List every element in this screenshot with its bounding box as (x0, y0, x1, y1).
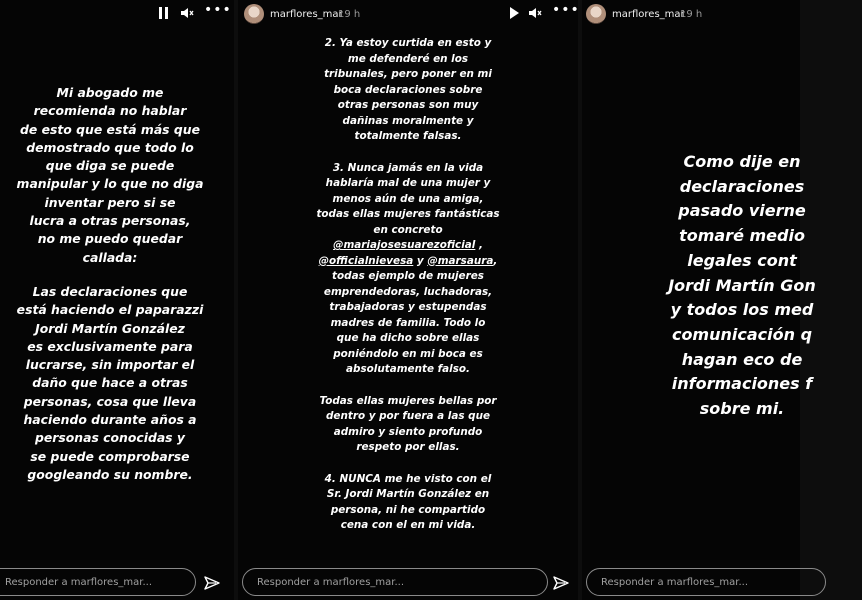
story-line: me defenderé en los (347, 52, 469, 65)
story-line: 3. Nunca jamás en la vida (332, 161, 484, 174)
story-line: Todas ellas mujeres bellas por (319, 394, 497, 407)
story-line: 2. Ya estoy curtida en esto y (324, 37, 492, 49)
story-line: no me puedo quedar (37, 231, 183, 247)
play-icon[interactable] (508, 6, 520, 23)
story-line: Mi abogado me (56, 85, 164, 100)
line-gap (308, 145, 508, 161)
story-line: menos aún de una amiga, (332, 192, 484, 205)
story-line: declaraciones (679, 176, 805, 196)
story-header (0, 0, 234, 32)
reply-field[interactable] (586, 568, 826, 596)
story-header (238, 0, 578, 32)
story-panel-1[interactable] (0, 0, 234, 600)
username[interactable]: marflores_mar (612, 9, 685, 20)
line-gap (308, 378, 508, 394)
story-line: sobre mi. (699, 399, 785, 419)
story-line: madres de familia. Todo lo (330, 316, 486, 329)
mention-link[interactable]: @mariajosesuarezoficial (333, 239, 476, 251)
send-icon[interactable] (203, 574, 221, 592)
story-panel-3[interactable] (582, 0, 816, 600)
story-line: demostrado que todo lo (26, 139, 194, 155)
story-line: es exclusivamente para (27, 338, 193, 354)
story-text (308, 36, 508, 534)
story-line: hagan eco de (681, 349, 803, 369)
story-line: está haciendo el paparazzi (16, 302, 204, 318)
story-line: todas ellas mujeres fantásticas (316, 208, 500, 220)
story-text (0, 84, 260, 484)
story-line: lucrarse, sin importar el (25, 357, 195, 373)
mention-link[interactable]: @marsaura (427, 254, 494, 267)
story-line: callada: (82, 249, 138, 265)
story-line: Las declaraciones que (32, 283, 188, 299)
story-line: trabajadoras y estupendas (329, 301, 487, 313)
story-line: poniéndolo en mi boca es (333, 347, 483, 360)
reply-field[interactable] (242, 568, 548, 596)
story-line: lucra a otras personas, (29, 213, 191, 229)
reply-input[interactable] (243, 569, 547, 595)
story-line: comunicación q (671, 324, 813, 344)
story-header (582, 0, 800, 32)
story-line: inventar pero si se (44, 194, 176, 210)
story-line: 4. NUNCA me he visto con el (324, 472, 492, 485)
story-line: de esto que está más que (20, 121, 200, 137)
story-line: admiro y siento profundo (333, 425, 483, 438)
story-line: personas, cosa que lleva (23, 393, 197, 409)
story-line: se puede comprobarse (30, 448, 190, 464)
avatar[interactable] (244, 4, 264, 24)
story-time: 19 h (680, 9, 703, 20)
reply-input[interactable] (0, 569, 195, 595)
story-line: dentro y por fuera a las que (325, 410, 491, 422)
story-line: manipular y lo que no diga (16, 176, 204, 192)
story-line: tribunales, pero poner en mi (324, 68, 492, 80)
story-line: Jordi Martín González (35, 320, 185, 336)
more-icon[interactable]: ••• (204, 2, 232, 18)
story-line: recomienda no hablar (33, 103, 187, 119)
story-line: Jordi Martín Gon (668, 275, 816, 295)
pause-icon[interactable] (158, 6, 170, 23)
story-line: tomaré medio (679, 226, 805, 246)
story-line: en concreto (373, 223, 443, 236)
story-line: haciendo durante años a (23, 412, 197, 428)
story-line: Sr. Jordi Martín González en (326, 488, 490, 500)
story-line: otras personas son muy (337, 99, 479, 111)
story-line: daño que hace a otras (32, 375, 188, 391)
story-line-mentions (308, 238, 508, 254)
story-line: dañinas moralmente y (342, 114, 474, 127)
line-gap (0, 267, 260, 283)
reply-input[interactable] (587, 569, 825, 595)
story-line: que diga se puede (45, 158, 175, 174)
story-line: y todos los med (670, 300, 814, 320)
story-line: cena con el en mi vida. (340, 519, 476, 531)
avatar[interactable] (586, 4, 606, 24)
story-line: respeto por ellas. (356, 441, 460, 453)
story-time: 19 h (338, 9, 361, 20)
reply-field[interactable] (0, 568, 196, 596)
story-line: todas ejemplo de mujeres (332, 270, 484, 282)
story-line-text: , (475, 239, 483, 251)
story-line: totalmente falsas. (354, 130, 462, 142)
more-icon[interactable]: ••• (552, 2, 580, 18)
story-line: que ha dicho sobre ellas (336, 332, 480, 344)
send-icon[interactable] (552, 574, 570, 592)
story-line: emprendedoras, luchadoras, (323, 285, 493, 298)
story-line: persona, ni he compartido (330, 503, 486, 516)
line-gap (308, 456, 508, 472)
story-line: legales cont (687, 250, 797, 270)
story-line: googleando su nombre. (27, 466, 193, 482)
story-line: boca declaraciones sobre (333, 83, 483, 96)
volume-icon[interactable] (528, 6, 542, 23)
story-line-text: y (413, 254, 428, 267)
story-line-mentions (308, 254, 508, 270)
story-line: personas conocidas y (35, 430, 185, 446)
story-line: pasado vierne (678, 201, 806, 221)
mention-link[interactable]: @officialnievesa (318, 254, 414, 267)
story-panel-2[interactable] (238, 0, 578, 600)
username[interactable]: marflores_mar (270, 9, 343, 20)
volume-icon[interactable] (180, 6, 194, 23)
story-line: informaciones f (671, 374, 813, 394)
story-text (622, 150, 862, 422)
story-line-text: , (493, 254, 498, 267)
story-line: hablaría mal de una mujer y (325, 177, 491, 189)
story-line: absolutamente falso. (346, 363, 470, 375)
story-line: Como dije en (683, 152, 801, 171)
